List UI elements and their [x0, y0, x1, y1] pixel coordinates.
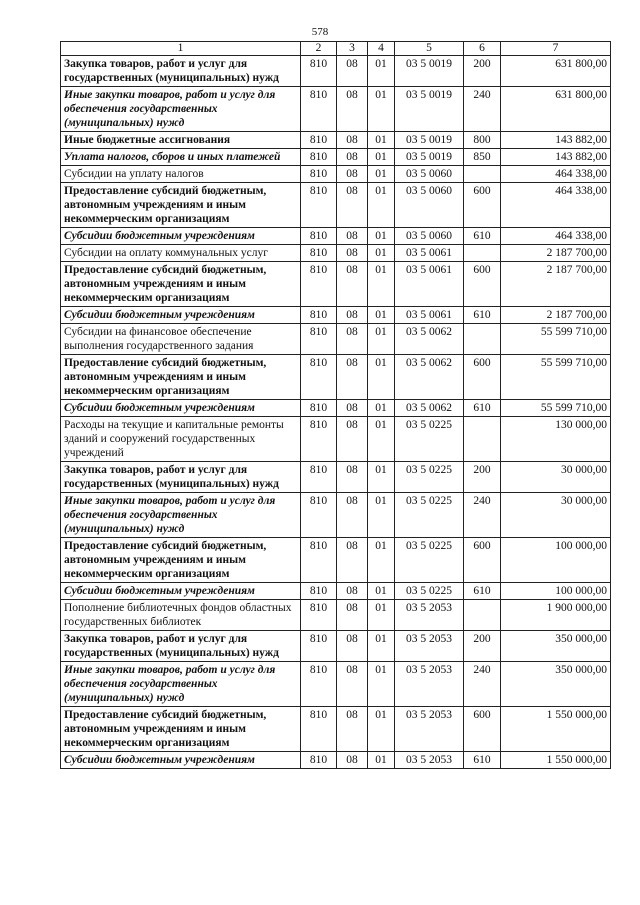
subsection-code-cell: 01 — [368, 355, 395, 400]
amount-cell: 100 000,00 — [501, 538, 611, 583]
ministry-code-cell: 810 — [301, 600, 337, 631]
ministry-code-cell: 810 — [301, 228, 337, 245]
target-article-cell: 03 5 2053 — [395, 707, 464, 752]
table-row — [61, 324, 611, 355]
amount-cell: 2 187 700,00 — [501, 307, 611, 324]
subsection-code-cell: 01 — [368, 752, 395, 769]
row-name-cell: Расходы на текущие и капитальные ремонты зданий и сооружений государственных учреждений — [61, 417, 301, 462]
subsection-code-cell: 01 — [368, 631, 395, 662]
subsection-code-cell: 01 — [368, 417, 395, 462]
row-name-cell: Иные закупки товаров, работ и услуг для обеспечения государственных (муниципальных) нужд — [61, 493, 301, 538]
row-name-cell: Субсидии на оплату коммунальных услуг — [61, 245, 301, 262]
table-row — [61, 56, 611, 87]
expense-type-cell — [464, 417, 501, 462]
subsection-code-cell: 01 — [368, 56, 395, 87]
column-header: 6 — [464, 42, 501, 56]
subsection-code-cell: 01 — [368, 245, 395, 262]
table-body — [61, 56, 611, 769]
expense-type-cell: 610 — [464, 307, 501, 324]
ministry-code-cell: 810 — [301, 149, 337, 166]
table-row — [61, 493, 611, 538]
section-code-cell: 08 — [337, 56, 368, 87]
section-code-cell: 08 — [337, 417, 368, 462]
subsection-code-cell: 01 — [368, 324, 395, 355]
subsection-code-cell: 01 — [368, 400, 395, 417]
row-name-cell: Субсидии бюджетным учреждениям — [61, 307, 301, 324]
ministry-code-cell: 810 — [301, 324, 337, 355]
ministry-code-cell: 810 — [301, 132, 337, 149]
row-name-cell: Закупка товаров, работ и услуг для государственных (муниципальных) нужд — [61, 56, 301, 87]
target-article-cell: 03 5 0060 — [395, 183, 464, 228]
section-code-cell: 08 — [337, 324, 368, 355]
expense-type-cell: 610 — [464, 228, 501, 245]
column-header: 3 — [337, 42, 368, 56]
ministry-code-cell: 810 — [301, 56, 337, 87]
subsection-code-cell: 01 — [368, 166, 395, 183]
amount-cell: 143 882,00 — [501, 132, 611, 149]
table-row — [61, 355, 611, 400]
expense-type-cell — [464, 324, 501, 355]
ministry-code-cell: 810 — [301, 752, 337, 769]
budget-table — [60, 41, 611, 769]
table-row — [61, 707, 611, 752]
table-row — [61, 662, 611, 707]
table-row — [61, 462, 611, 493]
expense-type-cell: 240 — [464, 87, 501, 132]
subsection-code-cell: 01 — [368, 87, 395, 132]
section-code-cell: 08 — [337, 183, 368, 228]
table-row — [61, 132, 611, 149]
expense-type-cell: 240 — [464, 662, 501, 707]
row-name-cell: Предоставление субсидий бюджетным, автономным учреждениям и иным некоммерческим организациям — [61, 262, 301, 307]
section-code-cell: 08 — [337, 400, 368, 417]
column-header: 5 — [395, 42, 464, 56]
target-article-cell: 03 5 0061 — [395, 245, 464, 262]
expense-type-cell: 800 — [464, 132, 501, 149]
amount-cell: 143 882,00 — [501, 149, 611, 166]
subsection-code-cell: 01 — [368, 600, 395, 631]
amount-cell: 55 599 710,00 — [501, 400, 611, 417]
column-header: 2 — [301, 42, 337, 56]
table-row — [61, 400, 611, 417]
subsection-code-cell: 01 — [368, 462, 395, 493]
row-name-cell: Субсидии на уплату налогов — [61, 166, 301, 183]
expense-type-cell: 200 — [464, 56, 501, 87]
section-code-cell: 08 — [337, 87, 368, 132]
amount-cell: 2 187 700,00 — [501, 262, 611, 307]
ministry-code-cell: 810 — [301, 262, 337, 307]
ministry-code-cell: 810 — [301, 662, 337, 707]
target-article-cell: 03 5 0060 — [395, 166, 464, 183]
target-article-cell: 03 5 0061 — [395, 262, 464, 307]
table-row — [61, 183, 611, 228]
ministry-code-cell: 810 — [301, 462, 337, 493]
subsection-code-cell: 01 — [368, 183, 395, 228]
expense-type-cell: 610 — [464, 400, 501, 417]
target-article-cell: 03 5 0225 — [395, 493, 464, 538]
target-article-cell: 03 5 0019 — [395, 132, 464, 149]
table-row — [61, 262, 611, 307]
amount-cell: 1 550 000,00 — [501, 752, 611, 769]
subsection-code-cell: 01 — [368, 228, 395, 245]
ministry-code-cell: 810 — [301, 307, 337, 324]
row-name-cell: Субсидии бюджетным учреждениям — [61, 400, 301, 417]
column-header: 7 — [501, 42, 611, 56]
target-article-cell: 03 5 0225 — [395, 417, 464, 462]
row-name-cell: Закупка товаров, работ и услуг для государственных (муниципальных) нужд — [61, 462, 301, 493]
amount-cell: 30 000,00 — [501, 493, 611, 538]
ministry-code-cell: 810 — [301, 183, 337, 228]
row-name-cell: Субсидии бюджетным учреждениям — [61, 752, 301, 769]
amount-cell: 350 000,00 — [501, 631, 611, 662]
section-code-cell: 08 — [337, 493, 368, 538]
target-article-cell: 03 5 2053 — [395, 631, 464, 662]
table-row — [61, 538, 611, 583]
ministry-code-cell: 810 — [301, 707, 337, 752]
ministry-code-cell: 810 — [301, 538, 337, 583]
expense-type-cell — [464, 166, 501, 183]
ministry-code-cell: 810 — [301, 400, 337, 417]
subsection-code-cell: 01 — [368, 583, 395, 600]
expense-type-cell: 600 — [464, 262, 501, 307]
subsection-code-cell: 01 — [368, 662, 395, 707]
target-article-cell: 03 5 0061 — [395, 307, 464, 324]
expense-type-cell — [464, 245, 501, 262]
amount-cell: 2 187 700,00 — [501, 245, 611, 262]
target-article-cell: 03 5 2053 — [395, 752, 464, 769]
ministry-code-cell: 810 — [301, 355, 337, 400]
table-row — [61, 87, 611, 132]
amount-cell: 464 338,00 — [501, 183, 611, 228]
target-article-cell: 03 5 0225 — [395, 583, 464, 600]
target-article-cell: 03 5 0225 — [395, 462, 464, 493]
section-code-cell: 08 — [337, 228, 368, 245]
ministry-code-cell: 810 — [301, 493, 337, 538]
subsection-code-cell: 01 — [368, 707, 395, 752]
subsection-code-cell: 01 — [368, 262, 395, 307]
amount-cell: 55 599 710,00 — [501, 324, 611, 355]
amount-cell: 350 000,00 — [501, 662, 611, 707]
expense-type-cell: 850 — [464, 149, 501, 166]
row-name-cell: Иные закупки товаров, работ и услуг для обеспечения государственных (муниципальных) нужд — [61, 662, 301, 707]
target-article-cell: 03 5 0062 — [395, 400, 464, 417]
section-code-cell: 08 — [337, 132, 368, 149]
section-code-cell: 08 — [337, 600, 368, 631]
target-article-cell: 03 5 0019 — [395, 149, 464, 166]
target-article-cell: 03 5 0019 — [395, 56, 464, 87]
amount-cell: 130 000,00 — [501, 417, 611, 462]
ministry-code-cell: 810 — [301, 245, 337, 262]
section-code-cell: 08 — [337, 662, 368, 707]
row-name-cell: Предоставление субсидий бюджетным, автономным учреждениям и иным некоммерческим организациям — [61, 355, 301, 400]
expense-type-cell: 610 — [464, 583, 501, 600]
ministry-code-cell: 810 — [301, 417, 337, 462]
row-name-cell: Субсидии на финансовое обеспечение выполнения государственного задания — [61, 324, 301, 355]
expense-type-cell: 600 — [464, 355, 501, 400]
amount-cell: 30 000,00 — [501, 462, 611, 493]
amount-cell: 1 550 000,00 — [501, 707, 611, 752]
table-row — [61, 307, 611, 324]
expense-type-cell: 200 — [464, 631, 501, 662]
table-row — [61, 228, 611, 245]
section-code-cell: 08 — [337, 538, 368, 583]
table-row — [61, 149, 611, 166]
expense-type-cell: 200 — [464, 462, 501, 493]
row-name-cell: Иные бюджетные ассигнования — [61, 132, 301, 149]
section-code-cell: 08 — [337, 262, 368, 307]
section-code-cell: 08 — [337, 307, 368, 324]
table-row — [61, 166, 611, 183]
row-name-cell: Закупка товаров, работ и услуг для государственных (муниципальных) нужд — [61, 631, 301, 662]
header-row — [61, 42, 611, 56]
amount-cell: 464 338,00 — [501, 166, 611, 183]
expense-type-cell: 610 — [464, 752, 501, 769]
target-article-cell: 03 5 0060 — [395, 228, 464, 245]
target-article-cell: 03 5 0019 — [395, 87, 464, 132]
amount-cell: 100 000,00 — [501, 583, 611, 600]
target-article-cell: 03 5 0062 — [395, 324, 464, 355]
amount-cell: 55 599 710,00 — [501, 355, 611, 400]
target-article-cell: 03 5 2053 — [395, 600, 464, 631]
section-code-cell: 08 — [337, 245, 368, 262]
section-code-cell: 08 — [337, 462, 368, 493]
expense-type-cell: 600 — [464, 707, 501, 752]
section-code-cell: 08 — [337, 631, 368, 662]
table-row — [61, 417, 611, 462]
column-header: 1 — [61, 42, 301, 56]
table-row — [61, 752, 611, 769]
amount-cell: 1 900 000,00 — [501, 600, 611, 631]
expense-type-cell — [464, 600, 501, 631]
row-name-cell: Иные закупки товаров, работ и услуг для обеспечения государственных (муниципальных) нужд — [61, 87, 301, 132]
column-header: 4 — [368, 42, 395, 56]
page-number: 578 — [311, 26, 329, 38]
section-code-cell: 08 — [337, 166, 368, 183]
row-name-cell: Предоставление субсидий бюджетным, автономным учреждениям и иным некоммерческим организациям — [61, 538, 301, 583]
section-code-cell: 08 — [337, 149, 368, 166]
section-code-cell: 08 — [337, 707, 368, 752]
target-article-cell: 03 5 0225 — [395, 538, 464, 583]
expense-type-cell: 600 — [464, 183, 501, 228]
row-name-cell: Субсидии бюджетным учреждениям — [61, 228, 301, 245]
section-code-cell: 08 — [337, 583, 368, 600]
subsection-code-cell: 01 — [368, 307, 395, 324]
table-row — [61, 583, 611, 600]
row-name-cell: Уплата налогов, сборов и иных платежей — [61, 149, 301, 166]
row-name-cell: Пополнение библиотечных фондов областных государственных библиотек — [61, 600, 301, 631]
row-name-cell: Субсидии бюджетным учреждениям — [61, 583, 301, 600]
target-article-cell: 03 5 2053 — [395, 662, 464, 707]
table-row — [61, 245, 611, 262]
ministry-code-cell: 810 — [301, 166, 337, 183]
amount-cell: 631 800,00 — [501, 56, 611, 87]
ministry-code-cell: 810 — [301, 87, 337, 132]
subsection-code-cell: 01 — [368, 493, 395, 538]
ministry-code-cell: 810 — [301, 631, 337, 662]
row-name-cell: Предоставление субсидий бюджетным, автономным учреждениям и иным некоммерческим организациям — [61, 707, 301, 752]
amount-cell: 464 338,00 — [501, 228, 611, 245]
subsection-code-cell: 01 — [368, 538, 395, 583]
section-code-cell: 08 — [337, 752, 368, 769]
expense-type-cell: 600 — [464, 538, 501, 583]
table-row — [61, 631, 611, 662]
table-row — [61, 600, 611, 631]
target-article-cell: 03 5 0062 — [395, 355, 464, 400]
expense-type-cell: 240 — [464, 493, 501, 538]
subsection-code-cell: 01 — [368, 149, 395, 166]
amount-cell: 631 800,00 — [501, 87, 611, 132]
section-code-cell: 08 — [337, 355, 368, 400]
row-name-cell: Предоставление субсидий бюджетным, автономным учреждениям и иным некоммерческим организациям — [61, 183, 301, 228]
ministry-code-cell: 810 — [301, 583, 337, 600]
subsection-code-cell: 01 — [368, 132, 395, 149]
